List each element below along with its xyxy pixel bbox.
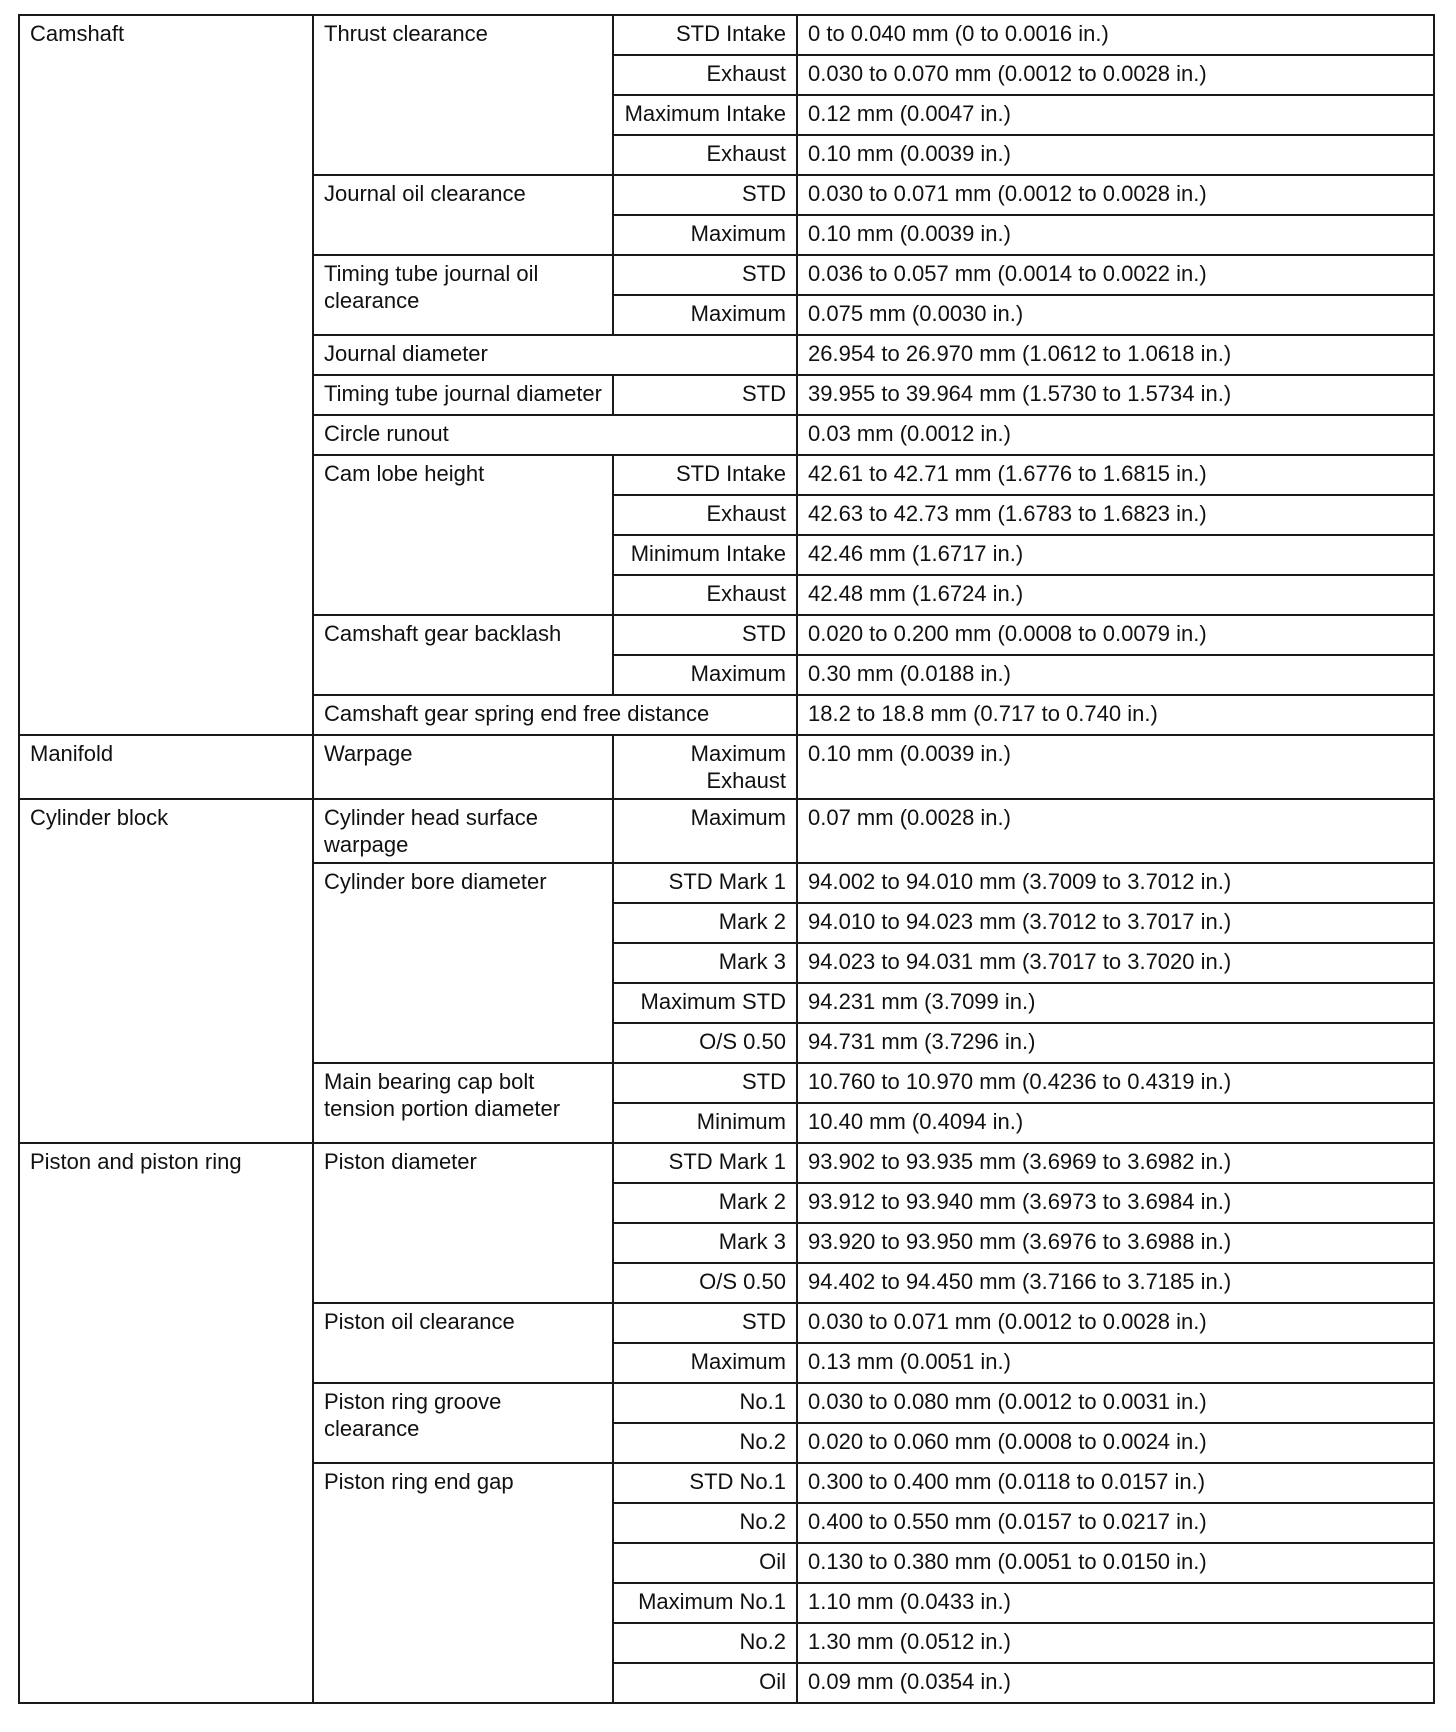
- condition-cell: Maximum: [613, 215, 797, 255]
- value-cell: 0.30 mm (0.0188 in.): [797, 655, 1434, 695]
- item-label: Journal oil clearance: [313, 175, 613, 255]
- value-cell: 94.023 to 94.031 mm (3.7017 to 3.7020 in.): [797, 943, 1434, 983]
- value-cell: 94.402 to 94.450 mm (3.7166 to 3.7185 in.): [797, 1263, 1434, 1303]
- item-label: Warpage: [313, 735, 613, 799]
- condition-cell: Exhaust: [613, 135, 797, 175]
- condition-cell: Mark 3: [613, 1223, 797, 1263]
- table-row: [19, 799, 1434, 863]
- value-cell: 0.10 mm (0.0039 in.): [797, 735, 1434, 799]
- condition-cell: Maximum No.1: [613, 1583, 797, 1623]
- section-name: Camshaft: [19, 15, 313, 735]
- condition-cell: Maximum Exhaust: [613, 735, 797, 799]
- value-cell: 0.12 mm (0.0047 in.): [797, 95, 1434, 135]
- value-cell: 0.07 mm (0.0028 in.): [797, 799, 1434, 863]
- value-cell: 94.731 mm (3.7296 in.): [797, 1023, 1434, 1063]
- item-label: Cam lobe height: [313, 455, 613, 615]
- condition-cell: No.2: [613, 1423, 797, 1463]
- value-cell: 0 to 0.040 mm (0 to 0.0016 in.): [797, 15, 1434, 55]
- condition-cell: No.2: [613, 1623, 797, 1663]
- table-row: [19, 1143, 1434, 1183]
- value-cell: 94.002 to 94.010 mm (3.7009 to 3.7012 in.): [797, 863, 1434, 903]
- value-cell: 0.030 to 0.080 mm (0.0012 to 0.0031 in.): [797, 1383, 1434, 1423]
- value-cell: 0.10 mm (0.0039 in.): [797, 215, 1434, 255]
- condition-cell: Mark 2: [613, 903, 797, 943]
- condition-cell: STD Mark 1: [613, 1143, 797, 1183]
- condition-cell: Maximum: [613, 1343, 797, 1383]
- condition-cell: Maximum: [613, 799, 797, 863]
- condition-cell: STD Mark 1: [613, 863, 797, 903]
- value-cell: 42.46 mm (1.6717 in.): [797, 535, 1434, 575]
- item-label: Thrust clearance: [313, 15, 613, 175]
- condition-cell: STD: [613, 375, 797, 415]
- value-cell: 42.61 to 42.71 mm (1.6776 to 1.6815 in.): [797, 455, 1434, 495]
- spec-table: [18, 14, 1435, 1704]
- value-cell: 93.902 to 93.935 mm (3.6969 to 3.6982 in.): [797, 1143, 1434, 1183]
- value-cell: 1.30 mm (0.0512 in.): [797, 1623, 1434, 1663]
- condition-cell: Exhaust: [613, 55, 797, 95]
- table-row: [19, 15, 1434, 55]
- condition-cell: STD: [613, 255, 797, 295]
- section-name: Cylinder block: [19, 799, 313, 1143]
- value-cell: 93.920 to 93.950 mm (3.6976 to 3.6988 in.): [797, 1223, 1434, 1263]
- item-label: Journal diameter: [313, 335, 797, 375]
- value-cell: 39.955 to 39.964 mm (1.5730 to 1.5734 in.): [797, 375, 1434, 415]
- value-cell: 94.010 to 94.023 mm (3.7012 to 3.7017 in.): [797, 903, 1434, 943]
- value-cell: 0.13 mm (0.0051 in.): [797, 1343, 1434, 1383]
- condition-cell: Minimum: [613, 1103, 797, 1143]
- item-label: Cylinder bore diameter: [313, 863, 613, 1063]
- condition-cell: Exhaust: [613, 495, 797, 535]
- value-cell: 0.036 to 0.057 mm (0.0014 to 0.0022 in.): [797, 255, 1434, 295]
- item-label: Piston ring groove clearance: [313, 1383, 613, 1463]
- item-label: Main bearing cap bolt tension portion diameter: [313, 1063, 613, 1143]
- value-cell: 94.231 mm (3.7099 in.): [797, 983, 1434, 1023]
- item-label: Camshaft gear backlash: [313, 615, 613, 695]
- condition-cell: Maximum Intake: [613, 95, 797, 135]
- condition-cell: Exhaust: [613, 575, 797, 615]
- condition-cell: Maximum STD: [613, 983, 797, 1023]
- condition-cell: STD: [613, 1303, 797, 1343]
- condition-cell: Maximum: [613, 655, 797, 695]
- item-label: Cylinder head surface warpage: [313, 799, 613, 863]
- item-label: Timing tube journal diameter: [313, 375, 613, 415]
- value-cell: 0.030 to 0.070 mm (0.0012 to 0.0028 in.): [797, 55, 1434, 95]
- value-cell: 0.030 to 0.071 mm (0.0012 to 0.0028 in.): [797, 175, 1434, 215]
- spec-table-body: [19, 15, 1434, 1703]
- item-label: Timing tube journal oil clearance: [313, 255, 613, 335]
- value-cell: 93.912 to 93.940 mm (3.6973 to 3.6984 in.): [797, 1183, 1434, 1223]
- condition-cell: Maximum: [613, 295, 797, 335]
- item-label: Piston ring end gap: [313, 1463, 613, 1703]
- value-cell: 0.300 to 0.400 mm (0.0118 to 0.0157 in.): [797, 1463, 1434, 1503]
- value-cell: 0.075 mm (0.0030 in.): [797, 295, 1434, 335]
- value-cell: 0.030 to 0.071 mm (0.0012 to 0.0028 in.): [797, 1303, 1434, 1343]
- item-label: Piston oil clearance: [313, 1303, 613, 1383]
- value-cell: 1.10 mm (0.0433 in.): [797, 1583, 1434, 1623]
- value-cell: 10.760 to 10.970 mm (0.4236 to 0.4319 in.): [797, 1063, 1434, 1103]
- condition-cell: STD Intake: [613, 15, 797, 55]
- value-cell: 42.48 mm (1.6724 in.): [797, 575, 1434, 615]
- condition-cell: STD Intake: [613, 455, 797, 495]
- condition-cell: STD: [613, 1063, 797, 1103]
- value-cell: 10.40 mm (0.4094 in.): [797, 1103, 1434, 1143]
- item-label: Circle runout: [313, 415, 797, 455]
- condition-cell: STD No.1: [613, 1463, 797, 1503]
- table-row: [19, 735, 1434, 799]
- value-cell: 0.020 to 0.060 mm (0.0008 to 0.0024 in.): [797, 1423, 1434, 1463]
- condition-cell: Mark 3: [613, 943, 797, 983]
- value-cell: 0.130 to 0.380 mm (0.0051 to 0.0150 in.): [797, 1543, 1434, 1583]
- section-name: Manifold: [19, 735, 313, 799]
- value-cell: 0.400 to 0.550 mm (0.0157 to 0.0217 in.): [797, 1503, 1434, 1543]
- condition-cell: STD: [613, 615, 797, 655]
- value-cell: 0.09 mm (0.0354 in.): [797, 1663, 1434, 1703]
- value-cell: 18.2 to 18.8 mm (0.717 to 0.740 in.): [797, 695, 1434, 735]
- condition-cell: STD: [613, 175, 797, 215]
- condition-cell: O/S 0.50: [613, 1263, 797, 1303]
- condition-cell: No.1: [613, 1383, 797, 1423]
- item-label: Camshaft gear spring end free distance: [313, 695, 797, 735]
- value-cell: 0.03 mm (0.0012 in.): [797, 415, 1434, 455]
- item-label: Piston diameter: [313, 1143, 613, 1303]
- condition-cell: No.2: [613, 1503, 797, 1543]
- section-name: Piston and piston ring: [19, 1143, 313, 1703]
- condition-cell: Oil: [613, 1543, 797, 1583]
- value-cell: 0.10 mm (0.0039 in.): [797, 135, 1434, 175]
- value-cell: 26.954 to 26.970 mm (1.0612 to 1.0618 in.): [797, 335, 1434, 375]
- value-cell: 42.63 to 42.73 mm (1.6783 to 1.6823 in.): [797, 495, 1434, 535]
- condition-cell: Oil: [613, 1663, 797, 1703]
- value-cell: 0.020 to 0.200 mm (0.0008 to 0.0079 in.): [797, 615, 1434, 655]
- condition-cell: Minimum Intake: [613, 535, 797, 575]
- condition-cell: O/S 0.50: [613, 1023, 797, 1063]
- condition-cell: Mark 2: [613, 1183, 797, 1223]
